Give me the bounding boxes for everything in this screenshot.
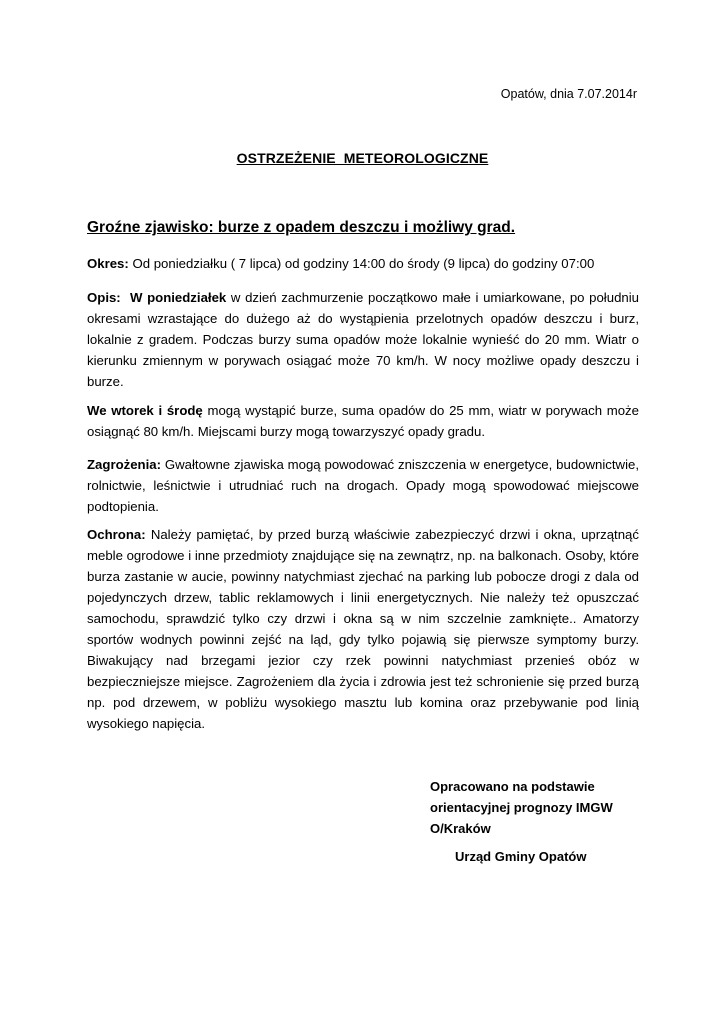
source-line-1: Opracowano na podstawie	[430, 779, 595, 794]
tuesday-wednesday-paragraph	[87, 400, 639, 442]
source-line-2: orientacyjnej prognozy IMGW	[430, 800, 613, 815]
tuesday-wednesday-text: mogą wystąpić burze, suma opadów do 25 mm, wiatr w porywach może osiągnąć 80 km/h. Miejscami burzy mogą towarzyszyć opady gradu.	[87, 403, 639, 439]
document-date: Opatów, dnia 7.07.2014r	[500, 87, 637, 101]
issuing-office: Urząd Gminy Opatów	[455, 849, 587, 864]
protection-label: Ochrona:	[87, 527, 146, 542]
protection-paragraph	[87, 524, 639, 734]
description-paragraph	[87, 287, 639, 392]
period-label: Okres:	[87, 256, 129, 271]
source-line-3: O/Kraków	[430, 821, 491, 836]
phenomenon-heading: Groźne zjawisko: burze z opadem deszczu i możliwy grad.	[87, 219, 516, 236]
document-title: OSTRZEŻENIE METEOROLOGICZNE	[236, 150, 489, 166]
protection-text: Należy pamiętać, by przed burzą właściwie zabezpieczyć drzwi i okna, uprzątnąć meble ogrodowe i inne przedmioty znajdujące się na zewnątrz, np. na balkonach. Osoby, które burza zastanie w aucie, powinny natychmiast zjechać na parking lub pobocze drogi z dala od pojedynczych drzew, tablic reklamowych i linii energetycznych. Nie należy też opuszczać samochodu, sprawdzić tylko czy drzwi i okna są w nim szczelnie zamknięte.. Amatorzy sportów wodnych powinni zejść na ląd, gdy tylko pojawią się pierwsze symptomy burzy. Biwakujący nad brzegami jezior czy rzek powinni natychmiast przenieś obóz w bezpieczniejsze miejsce. Zagrożeniem dla życia i zdrowia jest też schronienie się przed burzą np. pod drzewem, w pobliżu wysokiego masztu lub komina oraz przebywanie pod linią wysokiego napięcia.	[87, 527, 639, 731]
threats-text: Gwałtowne zjawiska mogą powodować zniszczenia w energetyce, budownictwie, rolnictwie, leśnictwie i utrudniać ruch na drogach. Opady mogą spowodować miejscowe podtopienia.	[87, 457, 639, 514]
description-monday-label: W poniedziałek	[120, 290, 227, 305]
threats-label: Zagrożenia:	[87, 457, 162, 472]
tuesday-wednesday-label: We wtorek i środę	[87, 403, 203, 418]
period-paragraph	[87, 253, 639, 274]
description-label: Opis:	[87, 290, 121, 305]
description-text: w dzień zachmurzenie początkowo małe i umiarkowane, po południu okresami wzrastające do dużego aż do wystąpienia przelotnych opadów deszczu i burz, lokalnie z gradem. Podczas burzy suma opadów może lokalnie wynieść do 20 mm. Wiatr o kierunku zmiennym w porywach osiągać może 70 km/h. W nocy możliwe opady deszczu i burze.	[87, 290, 639, 389]
period-text: Od poniedziałku ( 7 lipca) od godziny 14:00 do środy (9 lipca) do godziny 07:00	[128, 256, 595, 271]
threats-paragraph	[87, 454, 639, 517]
source-note	[430, 776, 613, 839]
